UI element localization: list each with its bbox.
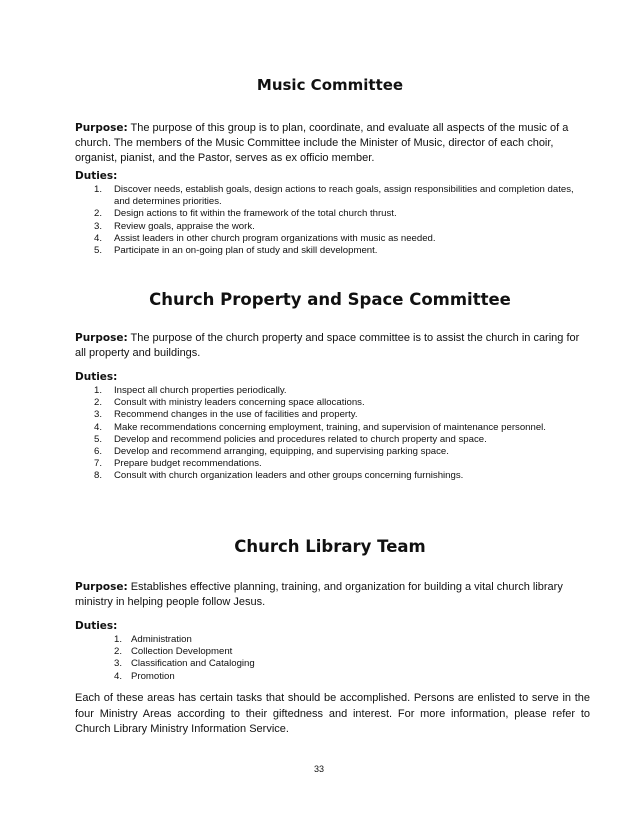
list-text: Discover needs, establish goals, design actions to reach goals, assign responsibilities and completion dates, and determines priorities. bbox=[114, 184, 574, 208]
list-number: 5. bbox=[94, 433, 103, 445]
list-number: 1. bbox=[94, 385, 103, 396]
property-purpose-text: The purpose of the church property and space committee is to assist the church in caring for all property and buildings. bbox=[75, 332, 580, 359]
list-text: Develop and recommend policies and procedures related to church property and space. bbox=[114, 433, 487, 445]
list-item bbox=[94, 221, 589, 233]
list-text: Consult with ministry leaders concerning space allocations. bbox=[114, 397, 365, 409]
page-number: 33 bbox=[313, 764, 324, 774]
list-item bbox=[114, 634, 414, 646]
list-number: 3. bbox=[114, 658, 123, 670]
list-number: 3. bbox=[94, 220, 103, 232]
list-text: Recommend changes in the use of facilities and property. bbox=[114, 409, 358, 421]
library-team-title: Church Library Team bbox=[234, 537, 426, 556]
list-text: Collection Development bbox=[131, 646, 233, 658]
library-duties-label: Duties: bbox=[75, 620, 118, 632]
list-number: 5. bbox=[94, 245, 103, 257]
list-text: Review goals, appraise the work. bbox=[114, 220, 255, 232]
list-number: 3. bbox=[94, 409, 103, 421]
list-number: 8. bbox=[94, 470, 103, 482]
list-text: Assist leaders in other church program organizations with music as needed. bbox=[114, 232, 436, 244]
list-text: Participate in an on-going plan of study and skill development. bbox=[114, 245, 378, 257]
list-text: Make recommendations concerning employment, training, and supervision of maintenance personnel. bbox=[114, 421, 546, 433]
property-purpose-label: Purpose: bbox=[75, 332, 128, 344]
library-purpose-label: Purpose: bbox=[75, 581, 128, 593]
list-text: Promotion bbox=[131, 670, 175, 682]
list-text: Inspect all church properties periodically. bbox=[114, 385, 287, 396]
list-text: Classification and Cataloging bbox=[131, 658, 255, 670]
list-item bbox=[94, 422, 589, 434]
list-item bbox=[94, 470, 589, 482]
list-item bbox=[94, 446, 589, 458]
list-item bbox=[94, 397, 589, 409]
list-text: Design actions to fit within the framework of the total church thrust. bbox=[114, 208, 397, 220]
list-item bbox=[94, 208, 589, 220]
list-number: 1. bbox=[94, 184, 103, 195]
property-purpose bbox=[75, 331, 590, 361]
music-purpose-label: Purpose: bbox=[75, 122, 128, 134]
list-item bbox=[94, 184, 589, 208]
library-purpose bbox=[75, 580, 590, 610]
list-item bbox=[114, 658, 414, 670]
music-purpose bbox=[75, 121, 590, 166]
list-number: 2. bbox=[94, 208, 103, 220]
music-committee-title: Music Committee bbox=[256, 76, 404, 94]
list-number: 2. bbox=[94, 397, 103, 409]
list-text: Administration bbox=[131, 634, 192, 645]
list-text: Consult with church organization leaders and other groups concerning furnishings. bbox=[114, 470, 464, 482]
list-text: Prepare budget recommendations. bbox=[114, 458, 262, 470]
list-item bbox=[114, 671, 414, 683]
list-number: 2. bbox=[114, 646, 123, 658]
list-number: 6. bbox=[94, 446, 103, 458]
list-item bbox=[94, 245, 589, 257]
library-closing-paragraph: Each of these areas has certain tasks that should be accomplished. Persons are enlisted to serve in the four Ministry Areas according to their giftedness and interest. For more information, please refer to Church Library Ministry Information Service. bbox=[75, 692, 590, 735]
list-item bbox=[94, 385, 589, 397]
music-duties-label: Duties: bbox=[75, 170, 118, 182]
list-number: 4. bbox=[94, 421, 103, 433]
library-duties-list bbox=[114, 634, 414, 683]
music-purpose-text: The purpose of this group is to plan, coordinate, and evaluate all aspects of the music of a church. The members of the Music Committee include the Minister of Music, director of each choir, organist, pianist, and the Pastor, serves as ex officio member. bbox=[75, 122, 569, 164]
list-item bbox=[114, 646, 414, 658]
library-purpose-text: Establishes effective planning, training, and organization for building a vital church library ministry in helping people follow Jesus. bbox=[75, 581, 563, 608]
list-number: 7. bbox=[94, 458, 103, 470]
list-item bbox=[94, 458, 589, 470]
property-duties-label: Duties: bbox=[75, 371, 118, 383]
list-item bbox=[94, 434, 589, 446]
property-duties-list bbox=[94, 385, 589, 483]
list-item bbox=[94, 409, 589, 421]
list-text: Develop and recommend arranging, equipping, and supervising parking space. bbox=[114, 446, 449, 458]
list-item bbox=[94, 233, 589, 245]
list-number: 1. bbox=[114, 634, 123, 645]
list-number: 4. bbox=[114, 670, 123, 682]
music-duties-list bbox=[94, 184, 589, 257]
property-committee-title: Church Property and Space Committee bbox=[149, 290, 511, 309]
list-number: 4. bbox=[94, 232, 103, 244]
